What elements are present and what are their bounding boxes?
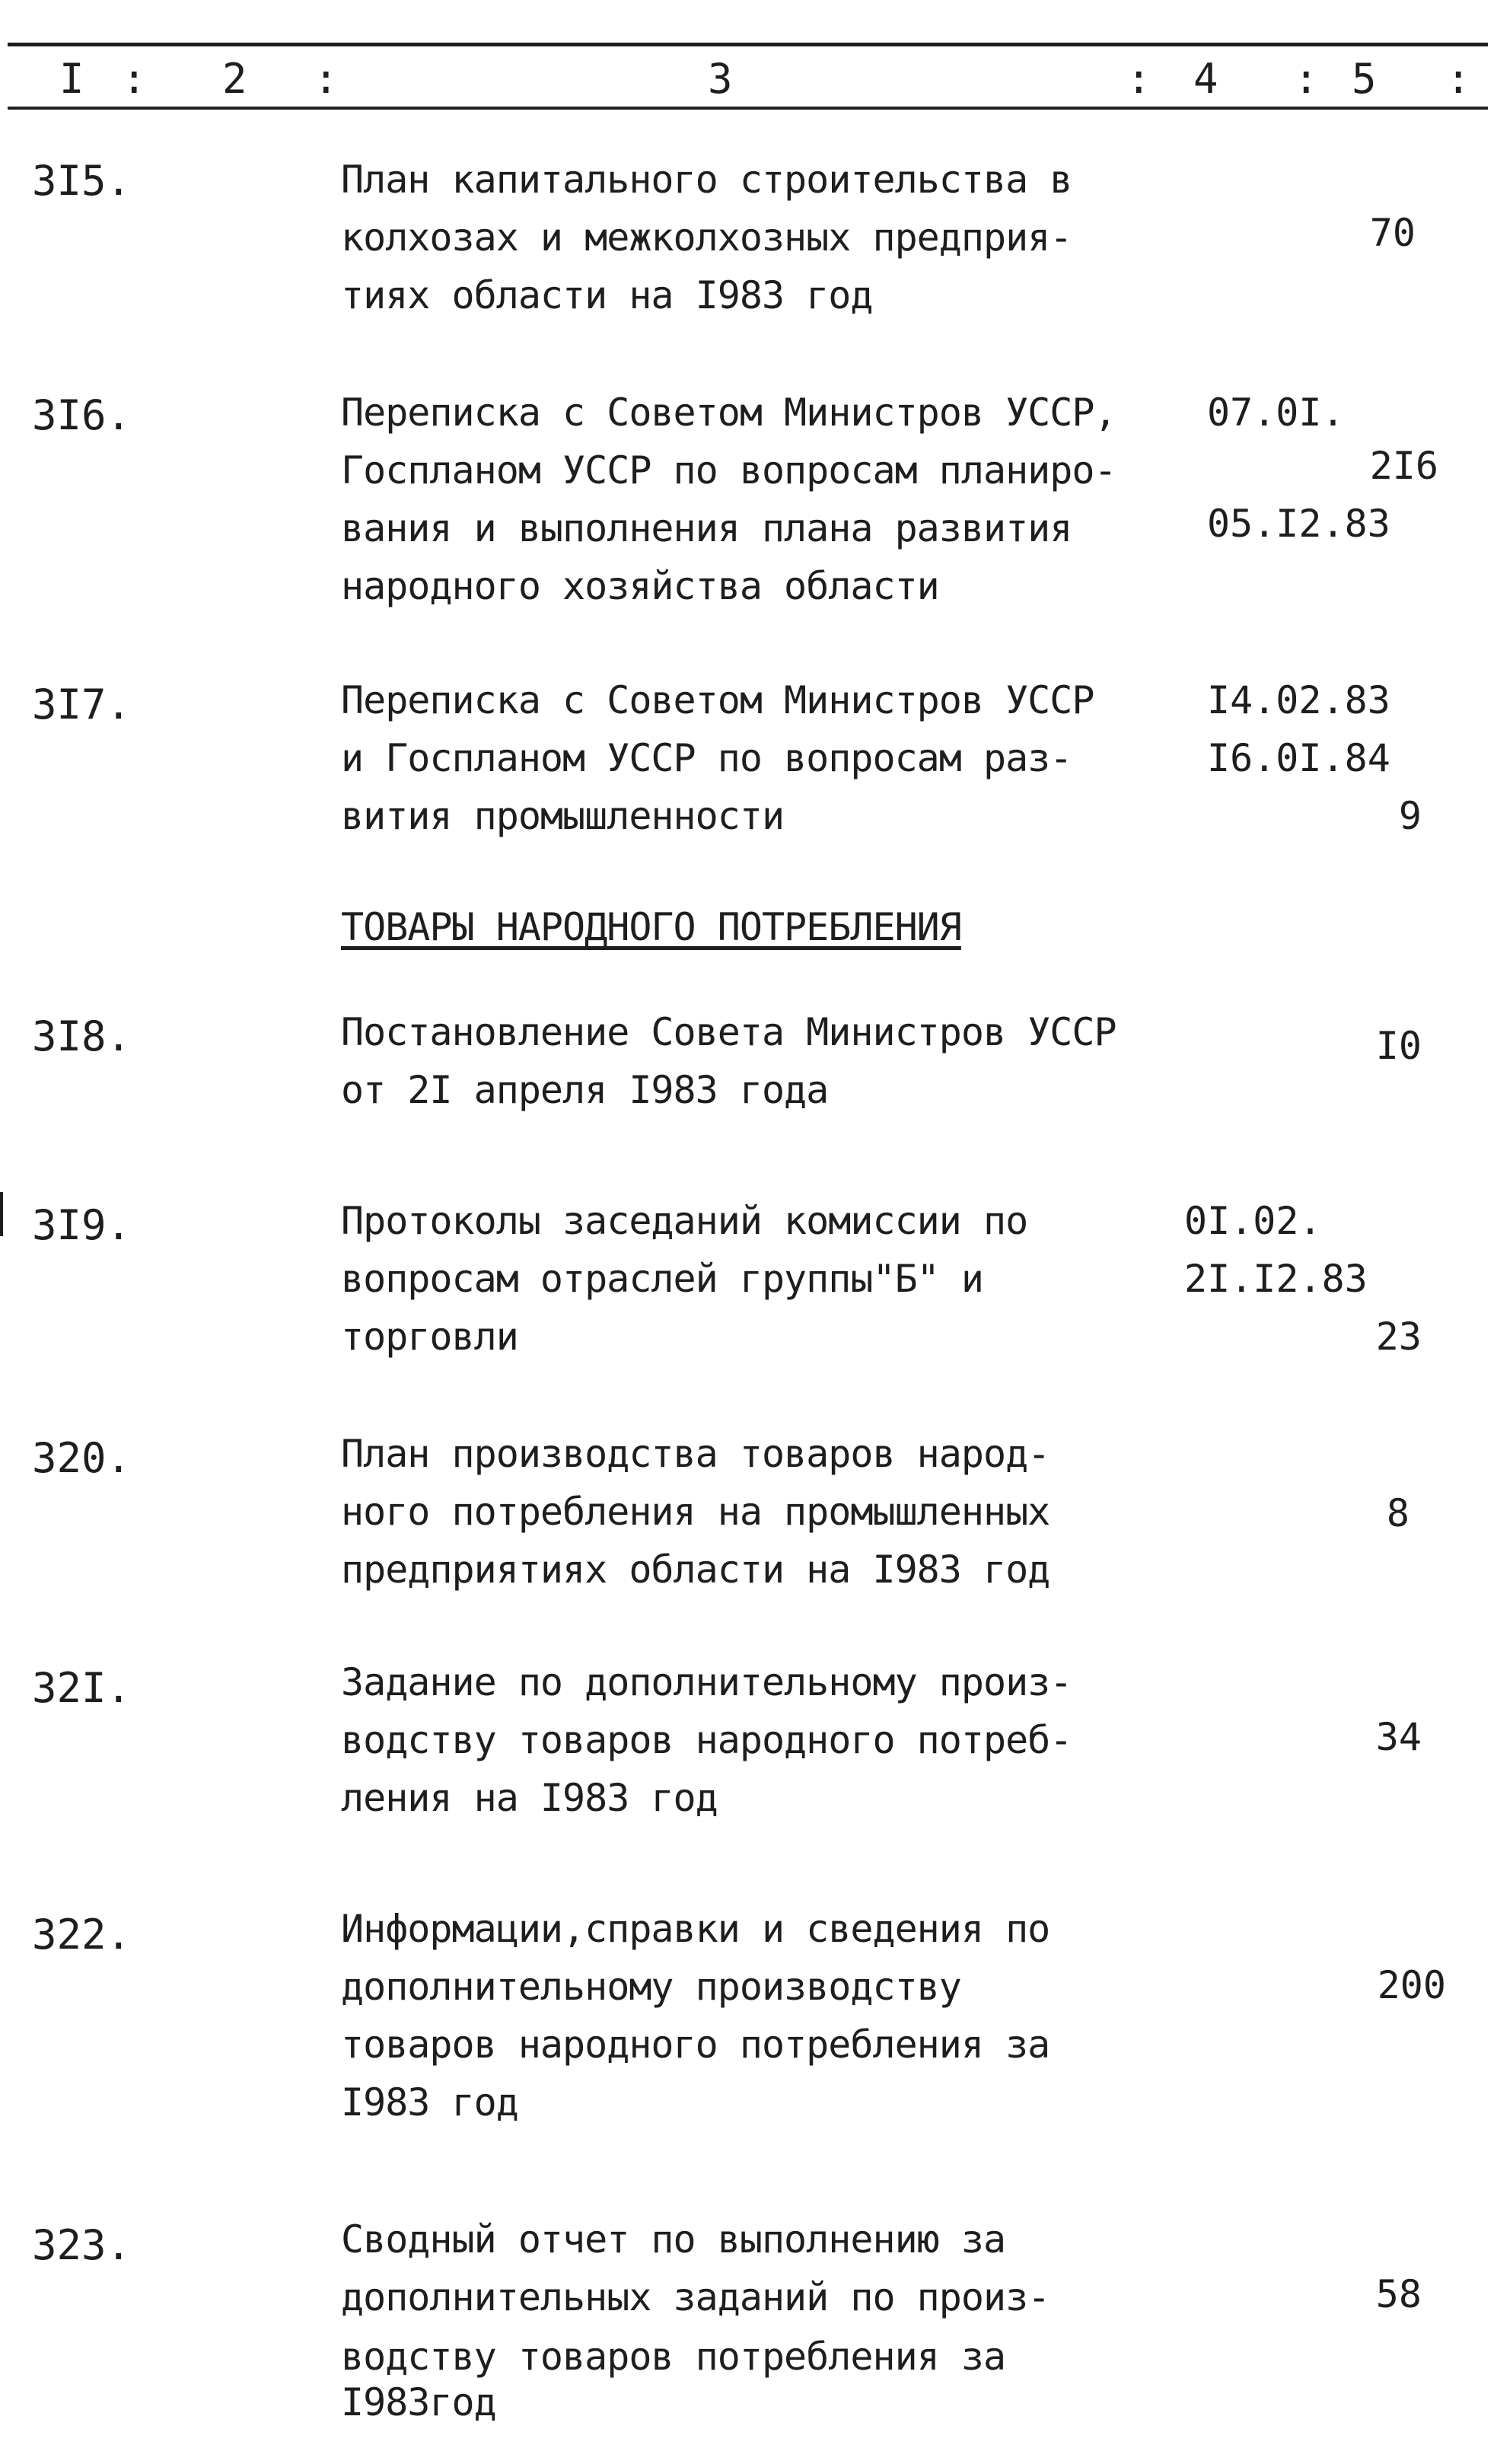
entry-date-end: 2I.I2.83 [1184,1257,1368,1301]
entry-title-line: ления на I983 год [341,1776,718,1820]
entry-title-line: тиях области на I983 год [341,273,873,317]
table-top-rule [8,43,1488,46]
entry-sheet-count: 34 [1375,1715,1422,1759]
entry-title-line: Протоколы заседаний комиссии по [341,1199,1028,1243]
column-header-3: 3 [708,55,733,103]
entry-title-line: Госпланом УССР по вопросам планиро- [341,448,1116,492]
entry-number: 3I8. [32,1012,132,1060]
entry-title-line: Постановление Совета Министров УССР [341,1010,1116,1054]
entry-sheet-count: 58 [1375,2272,1422,2316]
entry-title-line: от 2I апреля I983 года [341,1068,829,1112]
entry-title-line: дополнительному производству [341,1965,961,2009]
entry-title-line: ного потребления на промышленных [341,1490,1050,1534]
entry-number: 32I. [32,1664,132,1712]
entry-sheet-count: 8 [1386,1491,1409,1535]
entry-number: 320. [32,1434,132,1482]
entry-title-line: Задание по дополнительному произ- [341,1660,1072,1704]
entry-sheet-count: 70 [1369,211,1416,255]
entry-title-line: План производства товаров народ- [341,1432,1050,1476]
entry-date-start: I4.02.83 [1207,678,1390,722]
column-separator: : [122,55,147,103]
column-separator: : [314,55,339,103]
entry-date-end: I6.0I.84 [1207,736,1390,780]
entry-date-start: 0I.02. [1184,1199,1322,1243]
entry-sheet-count: 23 [1375,1315,1422,1359]
margin-mark [0,1192,3,1236]
entry-sheet-count: 200 [1377,1963,1446,2007]
entry-sheet-count: 2I6 [1369,444,1438,488]
section-title: ТОВАРЫ НАРОДНОГО ПОТРЕБЛЕНИЯ [341,905,961,949]
entry-title-line: товаров народного потребления за [341,2023,1050,2067]
entry-sheet-count: I0 [1375,1024,1422,1068]
entry-title-line: предприятиях области на I983 год [341,1548,1050,1592]
entry-sheet-count: 9 [1398,794,1422,838]
entry-number: 323. [32,2221,132,2269]
column-separator: : [1446,55,1471,103]
entry-title-line: и Госпланом УССР по вопросам раз- [341,736,1072,780]
entry-date-end: 05.I2.83 [1207,502,1390,546]
entry-title-line: План капитального строительства в [341,158,1072,202]
column-separator: : [1126,55,1151,103]
entry-title-line: народного хозяйства области [341,564,939,608]
entry-title-line: вания и выполнения плана развития [341,506,1072,550]
column-header-5: 5 [1352,55,1377,103]
entry-title-line: водству товаров народного потреб- [341,1718,1072,1762]
entry-title-line: Переписка с Советом Министров УССР [341,678,1094,722]
entry-title-line: I983 год [341,2080,518,2125]
column-header-2: 2 [222,55,247,103]
entry-title-line: колхозах и межколхозных предприя- [341,215,1072,260]
entry-date-start: 07.0I. [1207,390,1345,435]
column-header-4: 4 [1193,55,1218,103]
entry-title-line: Сводный отчет по выполнению за [341,2217,1006,2262]
entry-title-line: торговли [341,1315,518,1359]
entry-number: 322. [32,1911,132,1959]
entry-number: 3I5. [32,157,132,205]
column-header-1: I [59,55,84,103]
entry-title-line: дополнительных заданий по произ- [341,2275,1050,2319]
entry-title-line: I983год [341,2380,496,2424]
table-header-rule [8,107,1488,110]
entry-number: 3I7. [32,681,132,728]
entry-title-line: водству товаров потребления за [341,2335,1006,2379]
entry-title-line: вития промышленности [341,794,785,838]
entry-title-line: Переписка с Советом Министров УССР, [341,390,1116,435]
entry-number: 3I6. [32,391,132,439]
column-separator: : [1294,55,1319,103]
entry-title-line: Информации,справки и сведения по [341,1907,1050,1951]
entry-title-line: вопросам отраслей группы"Б" и [341,1257,983,1301]
entry-number: 3I9. [32,1201,132,1249]
